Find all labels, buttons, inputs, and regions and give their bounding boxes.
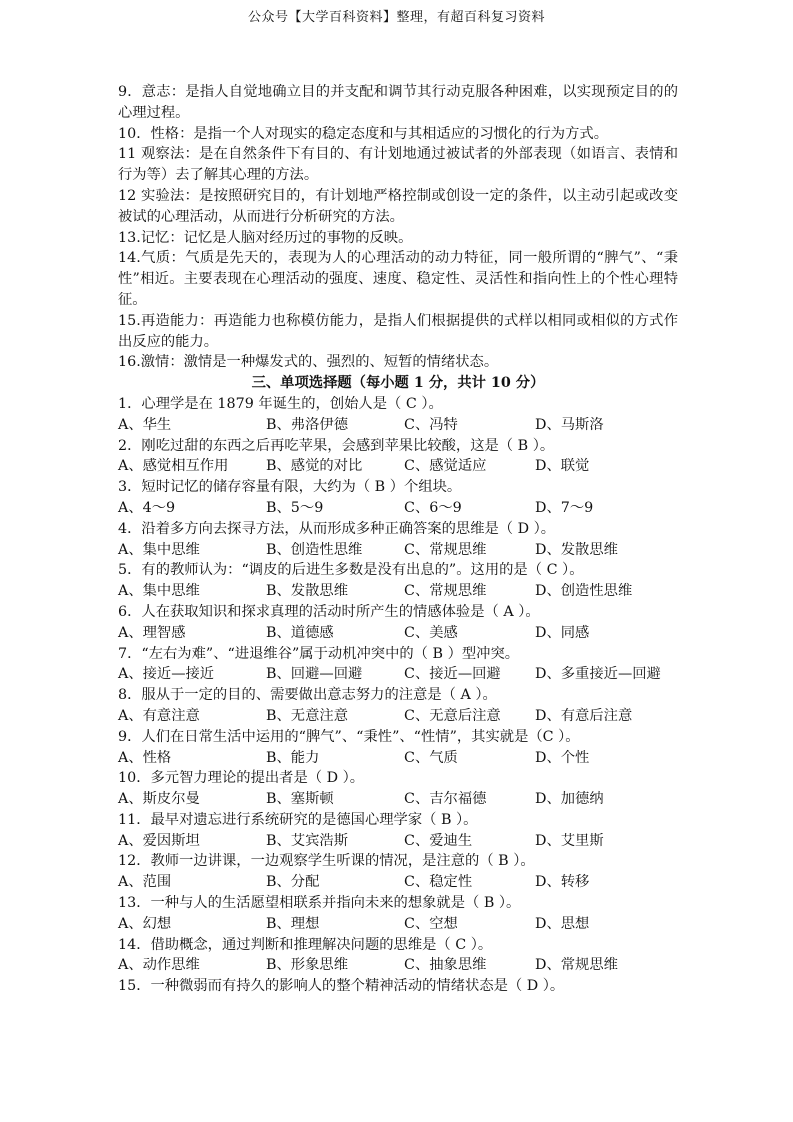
question-11: 11．最早对遗忘进行系统研究的是德国心理学家（ B ）。	[118, 811, 478, 828]
question-8-options	[118, 706, 678, 727]
definition-10: 10．性格：是指一个人对现实的稳定态度和与其相适应的习惯化的行为方式。	[118, 125, 608, 142]
option-d: D、同感	[535, 624, 590, 641]
question-14: 14．借助概念，通过判断和推理解决问题的思维是（ C ）。	[118, 936, 493, 953]
question-5-options	[118, 581, 678, 602]
option-a: A、斯皮尔曼	[118, 791, 200, 808]
option-b: B、分配	[266, 874, 320, 891]
option-c: C、吉尔福德	[404, 791, 487, 808]
option-c: C、常规思维	[404, 583, 487, 600]
option-c: C、美感	[404, 624, 458, 641]
option-b: B、道德感	[266, 624, 334, 641]
question-5: 5．有的教师认为：“调皮的后进生多数是没有出息的”。这用的是（ C ）。	[118, 562, 584, 579]
option-a: A、感觉相互作用	[118, 458, 229, 475]
question-9: 9．人们在日常生活中运用的“脾气”、“秉性”、“性情”，其实就是（C ）。	[118, 728, 580, 745]
definition-9: 9．意志：是指人自觉地确立目的并支配和调节其行动克服各种困难，以实现预定目的的心理过程。	[118, 84, 678, 121]
question-10-options	[118, 789, 678, 810]
option-c: C、无意后注意	[404, 707, 501, 724]
option-d: D、多重接近—回避	[535, 666, 661, 683]
question-15: 15．一种微弱而有持久的影响人的整个精神活动的情绪状态是（ D ）。	[118, 978, 565, 995]
option-c: C、爱迪生	[404, 832, 473, 849]
question-11-options	[118, 831, 678, 852]
definition-13: 13.记忆：记忆是人脑对经历过的事物的反映。	[118, 229, 413, 246]
option-a: A、动作思维	[118, 957, 200, 974]
option-c: C、接近—回避	[404, 666, 501, 683]
option-a: A、4～9	[118, 499, 176, 516]
option-b: B、艾宾浩斯	[266, 832, 348, 849]
question-list	[118, 394, 678, 997]
option-d: D、联觉	[535, 458, 590, 475]
option-b: B、无意注意	[266, 707, 348, 724]
option-b: B、塞斯顿	[266, 791, 334, 808]
option-a: A、有意注意	[118, 707, 200, 724]
option-a: A、性格	[118, 749, 172, 766]
question-12: 12．教师一边讲课，一边观察学生听课的情况，是注意的（ B ）。	[118, 853, 535, 870]
option-c: C、常规思维	[404, 541, 487, 558]
question-7: 7．“左右为难”、“进退维谷”属于动机冲突中的（ B ）型冲突。	[118, 645, 520, 662]
option-d: D、转移	[535, 874, 590, 891]
option-d: D、发散思维	[535, 541, 618, 558]
option-a: A、幻想	[118, 915, 172, 932]
page-header: 公众号【大学百科资料】整理，有超百科复习资料	[247, 10, 545, 25]
option-b: B、理想	[266, 915, 320, 932]
option-d: D、有意后注意	[535, 707, 633, 724]
option-b: B、5～9	[266, 499, 324, 516]
question-7-options	[118, 664, 678, 685]
option-b: B、回避—回避	[266, 666, 363, 683]
option-b: B、发散思维	[266, 583, 348, 600]
question-1-options	[118, 415, 678, 436]
definition-16: 16.激情：激情是一种爆发式的、强烈的、短暂的情绪状态。	[118, 354, 499, 371]
option-a: A、接近—接近	[118, 666, 215, 683]
option-d: D、创造性思维	[535, 583, 633, 600]
option-b: B、创造性思维	[266, 541, 363, 558]
question-2-options	[118, 456, 678, 477]
option-d: D、常规思维	[535, 957, 618, 974]
document-body	[118, 82, 678, 997]
option-a: A、集中思维	[118, 541, 200, 558]
option-a: A、理智感	[118, 624, 186, 641]
option-c: C、抽象思维	[404, 957, 487, 974]
question-6: 6．人在获取知识和探求真理的活动时所产生的情感体验是（ A ）。	[118, 603, 540, 620]
question-3: 3．短时记忆的储存容量有限，大约为（ B ）个组块。	[118, 479, 462, 496]
option-b: B、形象思维	[266, 957, 348, 974]
question-1: 1．心理学是在 1879 年诞生的，创始人是（ C ）。	[118, 395, 443, 412]
question-3-options	[118, 498, 678, 519]
question-13-options	[118, 914, 678, 935]
definition-11: 11 观察法：是在自然条件下有目的、有计划地通过被试者的外部表现（如语言、表情和行为等）去了解其心理的方法。	[118, 146, 678, 184]
option-a: A、集中思维	[118, 583, 200, 600]
option-b: B、感觉的对比	[266, 458, 363, 475]
option-c: C、气质	[404, 749, 458, 766]
option-b: B、弗洛伊德	[266, 416, 348, 433]
option-d: D、思想	[535, 915, 590, 932]
question-13: 13．一种与人的生活愿望相联系并指向未来的想象就是（ B ）。	[118, 895, 521, 912]
option-d: D、加德纳	[535, 791, 604, 808]
question-10: 10．多元智力理论的提出者是（ D ）。	[118, 770, 365, 787]
definition-14: 14.气质：气质是先天的，表现为人的心理活动的动力特征，同一般所谓的“脾气”、“秉性”相近。主要表现在心理活动的强度、速度、稳定性、灵活性和指向性上的个性心理特征。	[118, 250, 678, 308]
option-c: C、感觉适应	[404, 458, 487, 475]
option-d: D、个性	[535, 749, 590, 766]
question-12-options	[118, 872, 678, 893]
option-b: B、能力	[266, 749, 320, 766]
question-6-options	[118, 623, 678, 644]
option-a: A、范围	[118, 874, 172, 891]
question-4: 4．沿着多方向去探寻方法，从而形成多种正确答案的思维是（ D ）。	[118, 520, 556, 537]
question-9-options	[118, 748, 678, 769]
definition-12: 12 实验法：是按照研究目的，有计划地严格控制或创设一定的条件，以主动引起或改变被试的心理活动，从而进行分析研究的方法。	[118, 187, 678, 225]
option-c: C、空想	[404, 915, 458, 932]
definition-15: 15.再造能力：再造能力也称模仿能力，是指人们根据提供的式样以相同或相似的方式作出反应的能力。	[118, 312, 678, 350]
question-2: 2．刚吃过甜的东西之后再吃苹果，会感到苹果比较酸，这是（ B ）。	[118, 437, 555, 454]
option-d: D、7～9	[535, 499, 594, 516]
question-4-options	[118, 540, 678, 561]
question-14-options	[118, 955, 678, 976]
option-c: C、6～9	[404, 499, 462, 516]
option-d: D、马斯洛	[535, 416, 604, 433]
option-d: D、艾里斯	[535, 832, 604, 849]
option-c: C、冯特	[404, 416, 458, 433]
option-a: A、爱因斯坦	[118, 832, 200, 849]
section-title: 三、单项选择题（每小题 1 分，共计 10 分）	[251, 375, 545, 392]
question-8: 8．服从于一定的目的、需要做出意志努力的注意是（ A ）。	[118, 687, 497, 704]
option-a: A、华生	[118, 416, 172, 433]
option-c: C、稳定性	[404, 874, 473, 891]
